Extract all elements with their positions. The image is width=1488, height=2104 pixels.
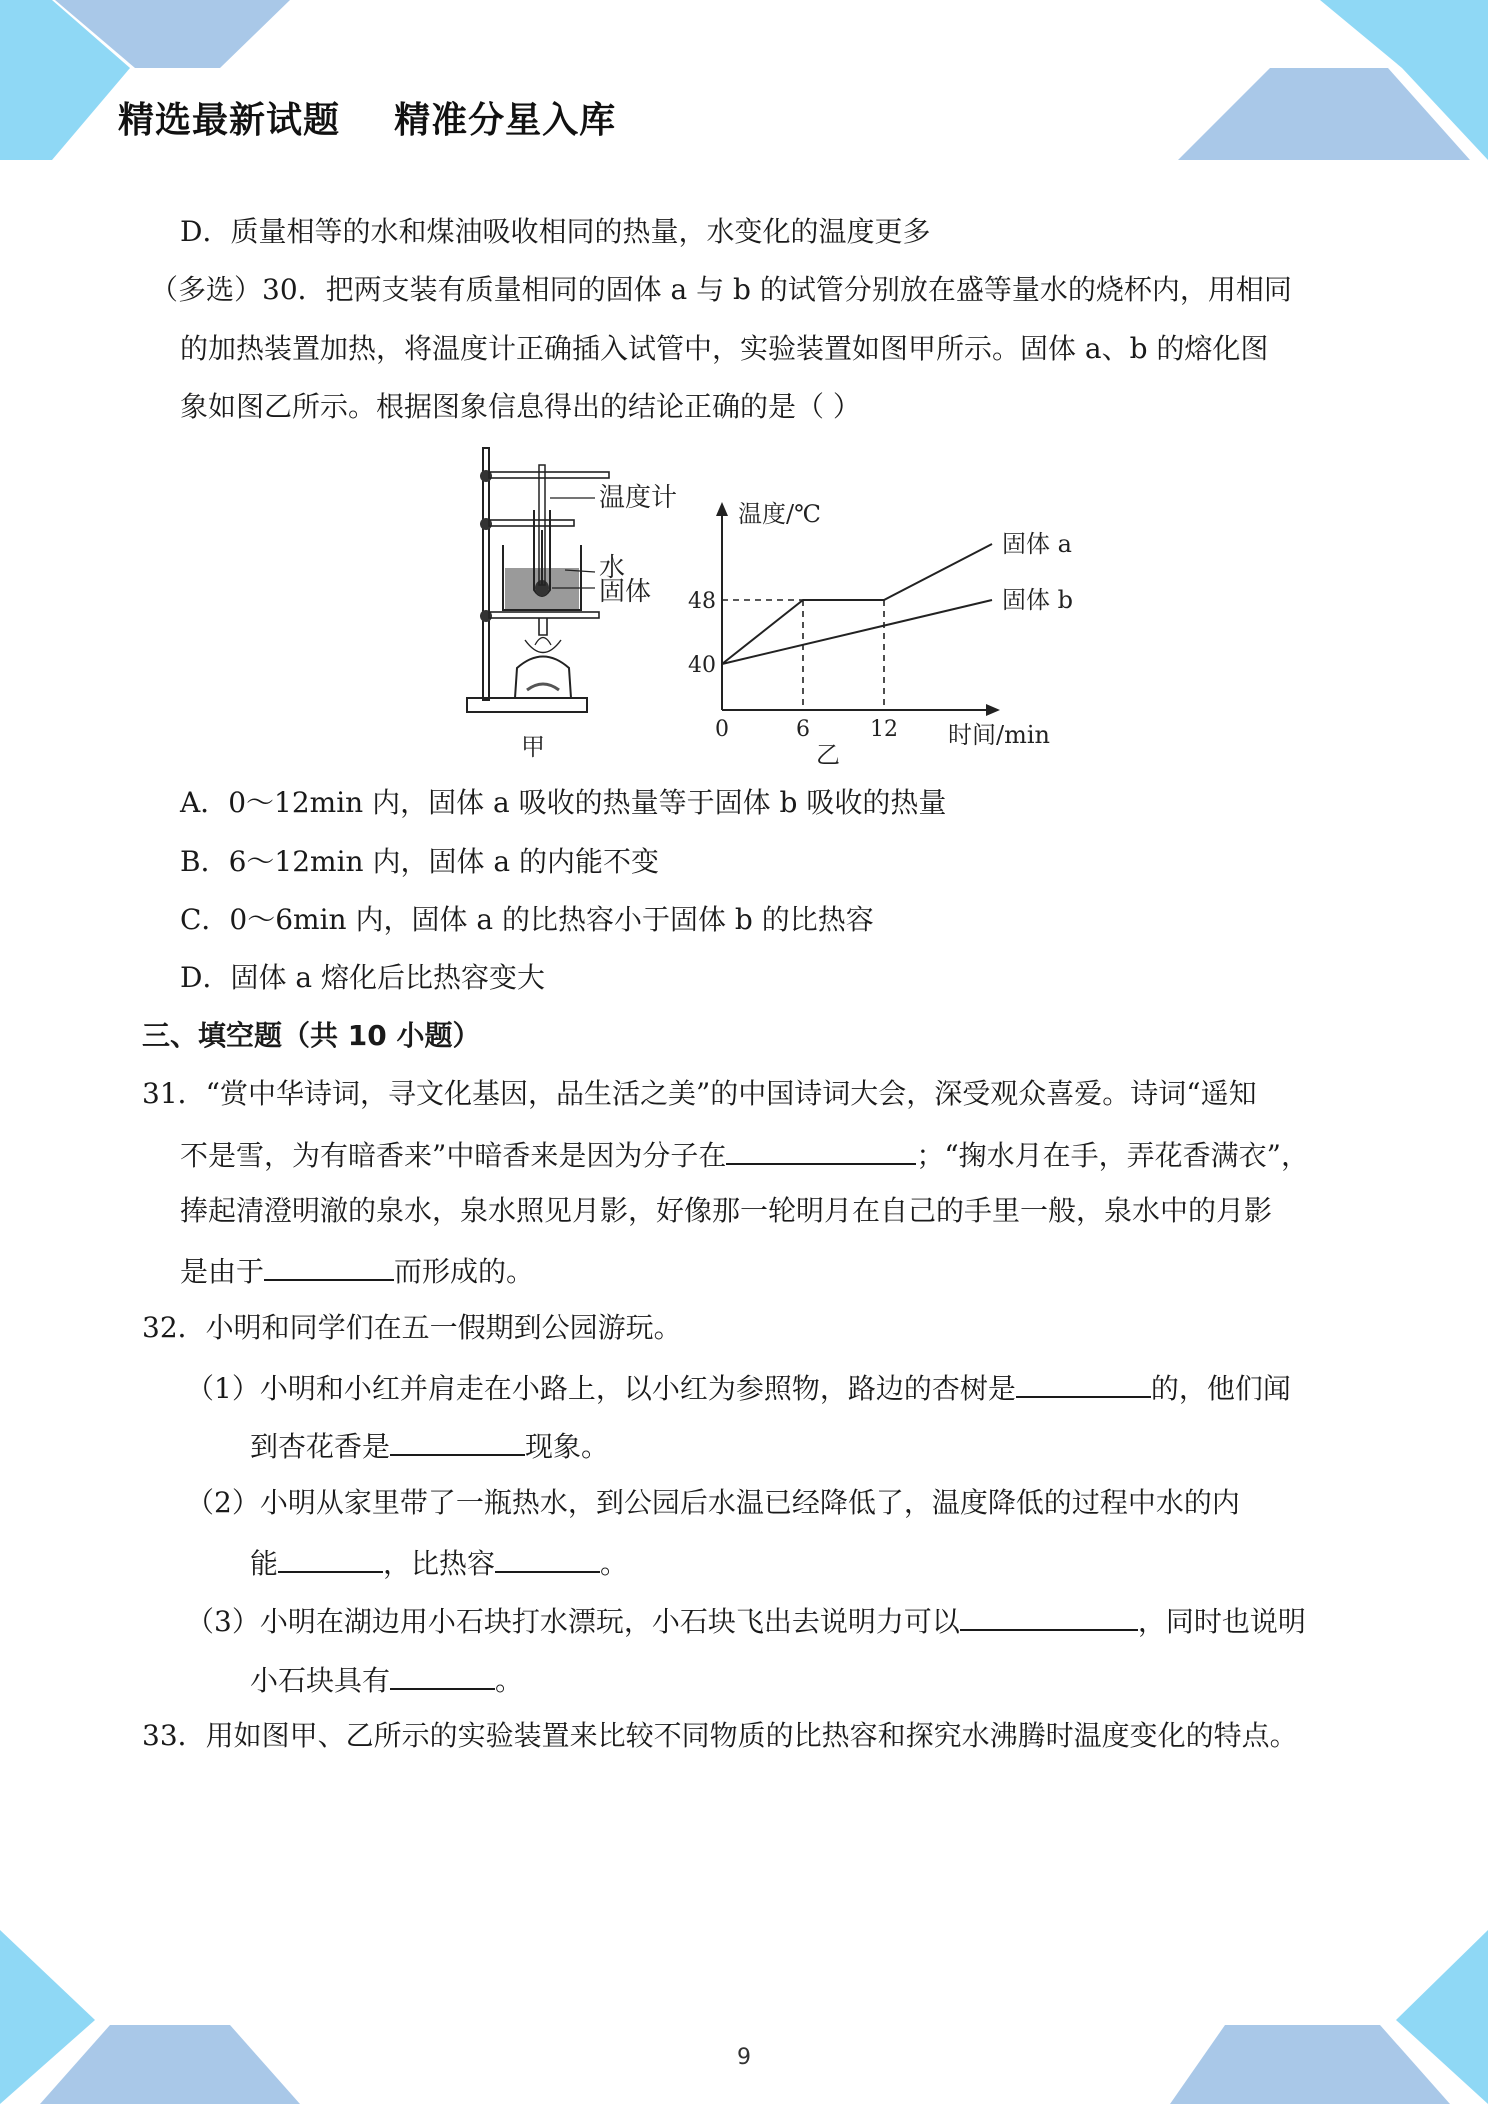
- blank-q32-3[interactable]: [278, 1541, 383, 1573]
- q30-stem-line-2: 的加热装置加热，将温度计正确插入试管中，实验装置如图甲所示。固体 a、b 的熔化图: [180, 332, 1269, 365]
- series-label-1: 固体 b: [1002, 586, 1073, 614]
- q33-stem: 33．用如图甲、乙所示的实验装置来比较不同物质的比热容和探究水沸腾时温度变化的特点。: [142, 1719, 1298, 1752]
- q30-option-a: A．0～12min 内，固体 a 吸收的热量等于固体 b 吸收的热量: [180, 786, 947, 819]
- q31-line-1: 31．“赏中华诗词，寻文化基因，品生活之美”的中国诗词大会，深受观众喜爱。诗词“遥知: [142, 1077, 1257, 1110]
- q30-option-b: B．6～12min 内，固体 a 的内能不变: [180, 845, 659, 878]
- q30-option-d: D．固体 a 熔化后比热容变大: [180, 961, 545, 994]
- q32-part-3-line-1: （3）小明在湖边用小石块打水漂玩，小石块飞出去说明力可以 ，同时也说明: [186, 1599, 1306, 1642]
- series-label-0: 固体 a: [1002, 530, 1072, 558]
- corner-decoration-top-right: [1170, 0, 1488, 170]
- x-tick-label: 6: [796, 717, 810, 742]
- label-water: 水: [599, 553, 626, 583]
- label-thermometer: 温度计: [599, 483, 678, 513]
- alcohol-lamp: [515, 657, 571, 699]
- q29-option-d: D．质量相等的水和煤油吸收相同的热量，水变化的温度更多: [180, 215, 931, 248]
- blank-q32-6[interactable]: [390, 1658, 495, 1690]
- q31-line-3: 捧起清澄明澈的泉水，泉水照见月影，好像那一轮明月在自己的手里一般，泉水中的月影: [180, 1194, 1273, 1227]
- blank-q32-5[interactable]: [960, 1599, 1138, 1631]
- q31-line-2: 不是雪，为有暗香来”中暗香来是因为分子在 ；“掬水月在手，弄花香满衣”，: [180, 1133, 1309, 1176]
- x-axis-label: 时间/min: [948, 721, 1050, 749]
- y-axis-arrow: [716, 502, 728, 516]
- x-tick-label: 0: [715, 717, 729, 742]
- series-line-0: [722, 544, 992, 664]
- q31-line-4: 是由于 而形成的。: [180, 1249, 534, 1292]
- corner-decoration-bottom-left: [0, 1930, 310, 2104]
- figure-yi-chart: [660, 470, 1080, 770]
- q32-part-1-line-1: （1）小明和小红并肩走在小路上，以小红为参照物，路边的杏树是 的，他们闻: [186, 1366, 1291, 1409]
- corner-decoration-bottom-right: [1170, 1930, 1488, 2104]
- header-title: 精选最新试题 精准分星入库: [118, 100, 617, 141]
- q30-stem-line-1: （多选）30．把两支装有质量相同的固体 a 与 b 的试管分别放在盛等量水的烧杯内，用相同: [150, 273, 1292, 306]
- figure-yi-caption: 乙: [816, 741, 840, 769]
- q32-part-2-line-2: 能 ，比热容 。: [250, 1541, 628, 1584]
- q32-part-2-line-1: （2）小明从家里带了一瓶热水，到公园后水温已经降低了，温度降低的过程中水的内: [186, 1486, 1240, 1519]
- y-axis-label: 温度/℃: [738, 500, 821, 528]
- label-solid: 固体: [599, 577, 652, 607]
- blank-q32-1[interactable]: [1016, 1366, 1151, 1398]
- blank-q31-1[interactable]: [726, 1133, 916, 1165]
- corner-decoration-top-left: [0, 0, 300, 170]
- q32-part-3-line-2: 小石块具有 。: [250, 1658, 523, 1701]
- y-tick-label: 40: [688, 653, 716, 678]
- y-tick-label: 48: [688, 589, 716, 614]
- blank-q32-4[interactable]: [495, 1541, 600, 1573]
- q32-part-1-line-2: 到杏花香是 现象。: [250, 1424, 609, 1467]
- figure-jia-caption: 甲: [521, 733, 545, 761]
- q30-option-c: C．0～6min 内，固体 a 的比热容小于固体 b 的比热容: [180, 903, 874, 936]
- q30-stem-line-3: 象如图乙所示。根据图象信息得出的结论正确的是（ ）: [180, 390, 861, 423]
- q32-stem: 32．小明和同学们在五一假期到公园游玩。: [142, 1311, 682, 1344]
- blank-q32-2[interactable]: [390, 1424, 525, 1456]
- blank-q31-2[interactable]: [264, 1249, 394, 1281]
- x-tick-label: 12: [870, 717, 898, 742]
- section-3-title: 三、填空题（共 10 小题）: [142, 1019, 481, 1052]
- x-axis-arrow: [986, 704, 1000, 716]
- page-number: 9: [737, 2045, 751, 2070]
- stand-rod: [483, 448, 489, 700]
